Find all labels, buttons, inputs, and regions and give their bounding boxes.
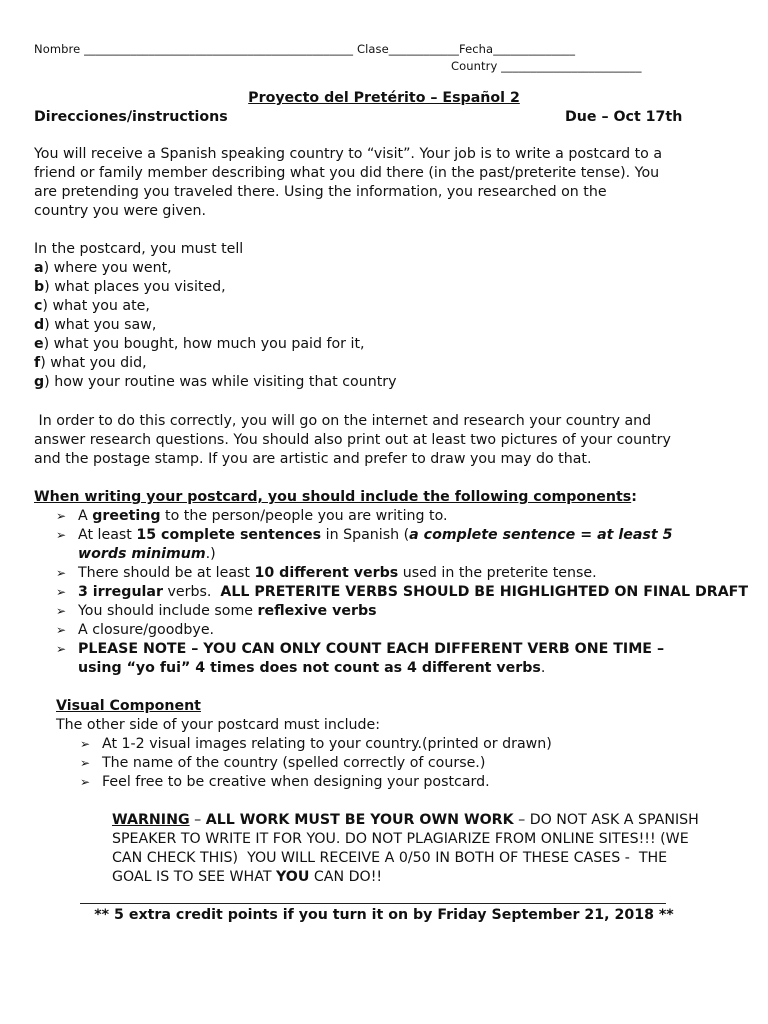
- arrow-bullet-icon: ➢: [56, 585, 67, 599]
- divider: [80, 903, 666, 904]
- text: to the person/people you are writing to.: [160, 508, 448, 524]
- page-title: [0, 90, 768, 106]
- arrow-bullet-icon: ➢: [56, 642, 67, 656]
- text-bold: ALL WORK MUST BE YOUR OWN WORK: [205, 812, 514, 828]
- component-item: [56, 603, 377, 619]
- visual-heading: [56, 698, 201, 714]
- intro-line-1: You will receive a Spanish speaking country to “visit”. Your job is to write a postcard to a: [34, 146, 663, 162]
- components-heading-text: When writing your postcard, you should include the following components: [34, 489, 632, 505]
- list-letter: b: [34, 279, 45, 295]
- list-letter: g: [34, 374, 45, 390]
- list-letter: d: [34, 317, 45, 333]
- nombre-field[interactable]: ______________________________________________: [84, 42, 354, 56]
- list-item: [34, 298, 150, 314]
- component-item: [56, 508, 448, 524]
- warning-line-4: [112, 869, 382, 885]
- text-bold: reflexive verbs: [257, 603, 377, 619]
- text: A closure/goodbye.: [78, 622, 215, 638]
- text: You should include some: [78, 603, 258, 619]
- text: CAN DO!!: [309, 869, 383, 885]
- component-item: [56, 527, 672, 543]
- header-line-1: [34, 42, 575, 56]
- research-line-1: In order to do this correctly, you will go on the internet and research your country and: [34, 413, 652, 429]
- list-text: ) what places you visited,: [44, 279, 226, 295]
- due-date: [565, 109, 682, 125]
- component-item: [56, 641, 664, 657]
- arrow-bullet-icon: ➢: [56, 566, 67, 580]
- arrow-bullet-icon: ➢: [56, 528, 67, 542]
- list-item: [34, 374, 397, 390]
- header-line-2: [451, 59, 642, 73]
- text: .: [540, 660, 546, 676]
- postcard-intro: In the postcard, you must tell: [34, 241, 244, 257]
- component-item: [56, 584, 748, 600]
- visual-intro: The other side of your postcard must include:: [56, 717, 381, 733]
- list-text: ) what you ate,: [42, 298, 150, 314]
- visual-item: [80, 755, 485, 771]
- text: verbs.: [162, 584, 221, 600]
- visual-item: [80, 774, 490, 790]
- research-line-2: answer research questions. You should also print out at least two pictures of your country: [34, 432, 671, 448]
- due-date-text: Due – Oct 17th: [565, 109, 683, 125]
- arrow-bullet-icon: ➢: [56, 509, 67, 523]
- directions-label-text: Direcciones/instructions: [34, 109, 228, 125]
- list-item: [34, 260, 172, 276]
- research-line-3: and the postage stamp. If you are artistic and prefer to draw you may do that.: [34, 451, 592, 467]
- warning-line-3: CAN CHECK THIS) YOU WILL RECEIVE A 0/50 IN BOTH OF THESE CASES - THE: [112, 850, 668, 866]
- text: There should be at least: [78, 565, 255, 581]
- intro-line-4: country you were given.: [34, 203, 207, 219]
- list-text: ) where you went,: [43, 260, 172, 276]
- text-bold: PLEASE NOTE – YOU CAN ONLY COUNT EACH DIFFERENT VERB ONE TIME –: [78, 641, 665, 657]
- text-bold: 3 irregular: [78, 584, 163, 600]
- visual-heading-text: Visual Component: [56, 698, 201, 714]
- text: At least: [78, 527, 137, 543]
- text: .): [205, 546, 216, 562]
- country-field[interactable]: ________________________: [501, 59, 642, 73]
- text-bold: 10 different verbs: [254, 565, 399, 581]
- text: At 1-2 visual images relating to your country.(printed or drawn): [102, 736, 552, 752]
- list-text: ) what you did,: [40, 355, 147, 371]
- text: A: [78, 508, 93, 524]
- country-label: Country: [451, 59, 498, 73]
- warning-label: WARNING: [112, 812, 190, 828]
- text-bold: ALL PRETERITE VERBS SHOULD BE HIGHLIGHTED ON FINAL DRAFT: [220, 584, 749, 600]
- directions-label: [34, 109, 228, 125]
- list-letter: c: [34, 298, 43, 314]
- list-letter: f: [34, 355, 41, 371]
- list-item: [34, 336, 365, 352]
- text: – DO NOT ASK A SPANISH: [513, 812, 699, 828]
- component-item: [56, 622, 214, 638]
- text-bold-italic: a complete sentence = at least 5: [409, 527, 673, 543]
- warning-line-2: SPEAKER TO WRITE IT FOR YOU. DO NOT PLAGIARIZE FROM ONLINE SITES!!! (WE: [112, 831, 689, 847]
- component-item-continuation: [78, 660, 545, 676]
- text-bold: 15 complete sentences: [136, 527, 322, 543]
- arrow-bullet-icon: ➢: [80, 756, 91, 770]
- visual-item: [80, 736, 552, 752]
- list-item: [34, 355, 147, 371]
- text: –: [189, 812, 206, 828]
- list-letter: e: [34, 336, 44, 352]
- arrow-bullet-icon: ➢: [56, 623, 67, 637]
- list-letter: a: [34, 260, 44, 276]
- text-bold: using “yo fui” 4 times does not count as 4 different verbs: [78, 660, 541, 676]
- extra-credit-text: ** 5 extra credit points if you turn it on by Friday September 21, 2018 **: [94, 907, 674, 923]
- component-item: [56, 565, 597, 581]
- text: GOAL IS TO SEE WHAT: [112, 869, 276, 885]
- text-bold: YOU: [276, 869, 310, 885]
- list-item: [34, 279, 226, 295]
- fecha-label: Fecha: [458, 42, 494, 56]
- clase-label: Clase: [356, 42, 389, 56]
- intro-line-3: are pretending you traveled there. Using the information, you researched on the: [34, 184, 607, 200]
- page-title-text: Proyecto del Pretérito – Español 2: [248, 90, 520, 106]
- text-bold: greeting: [92, 508, 161, 524]
- component-item-continuation: [78, 546, 216, 562]
- clase-field[interactable]: ____________: [388, 42, 459, 56]
- warning-line-1: [112, 812, 699, 828]
- fecha-field[interactable]: ______________: [493, 42, 576, 56]
- text: Feel free to be creative when designing your postcard.: [102, 774, 490, 790]
- text: The name of the country (spelled correctly of course.): [102, 755, 486, 771]
- arrow-bullet-icon: ➢: [80, 737, 91, 751]
- text: in Spanish (: [321, 527, 410, 543]
- extra-credit: [0, 907, 768, 923]
- nombre-label: Nombre: [34, 42, 81, 56]
- list-item: [34, 317, 156, 333]
- list-text: ) how your routine was while visiting that country: [44, 374, 397, 390]
- text-bold-italic: words minimum: [78, 546, 206, 562]
- arrow-bullet-icon: ➢: [80, 775, 91, 789]
- intro-line-2: friend or family member describing what you did there (in the past/preterite tense). You: [34, 165, 660, 181]
- arrow-bullet-icon: ➢: [56, 604, 67, 618]
- text: used in the preterite tense.: [398, 565, 597, 581]
- list-text: ) what you saw,: [44, 317, 157, 333]
- list-text: ) what you bought, how much you paid for it,: [43, 336, 365, 352]
- components-colon: :: [631, 489, 637, 505]
- components-heading: [34, 489, 637, 505]
